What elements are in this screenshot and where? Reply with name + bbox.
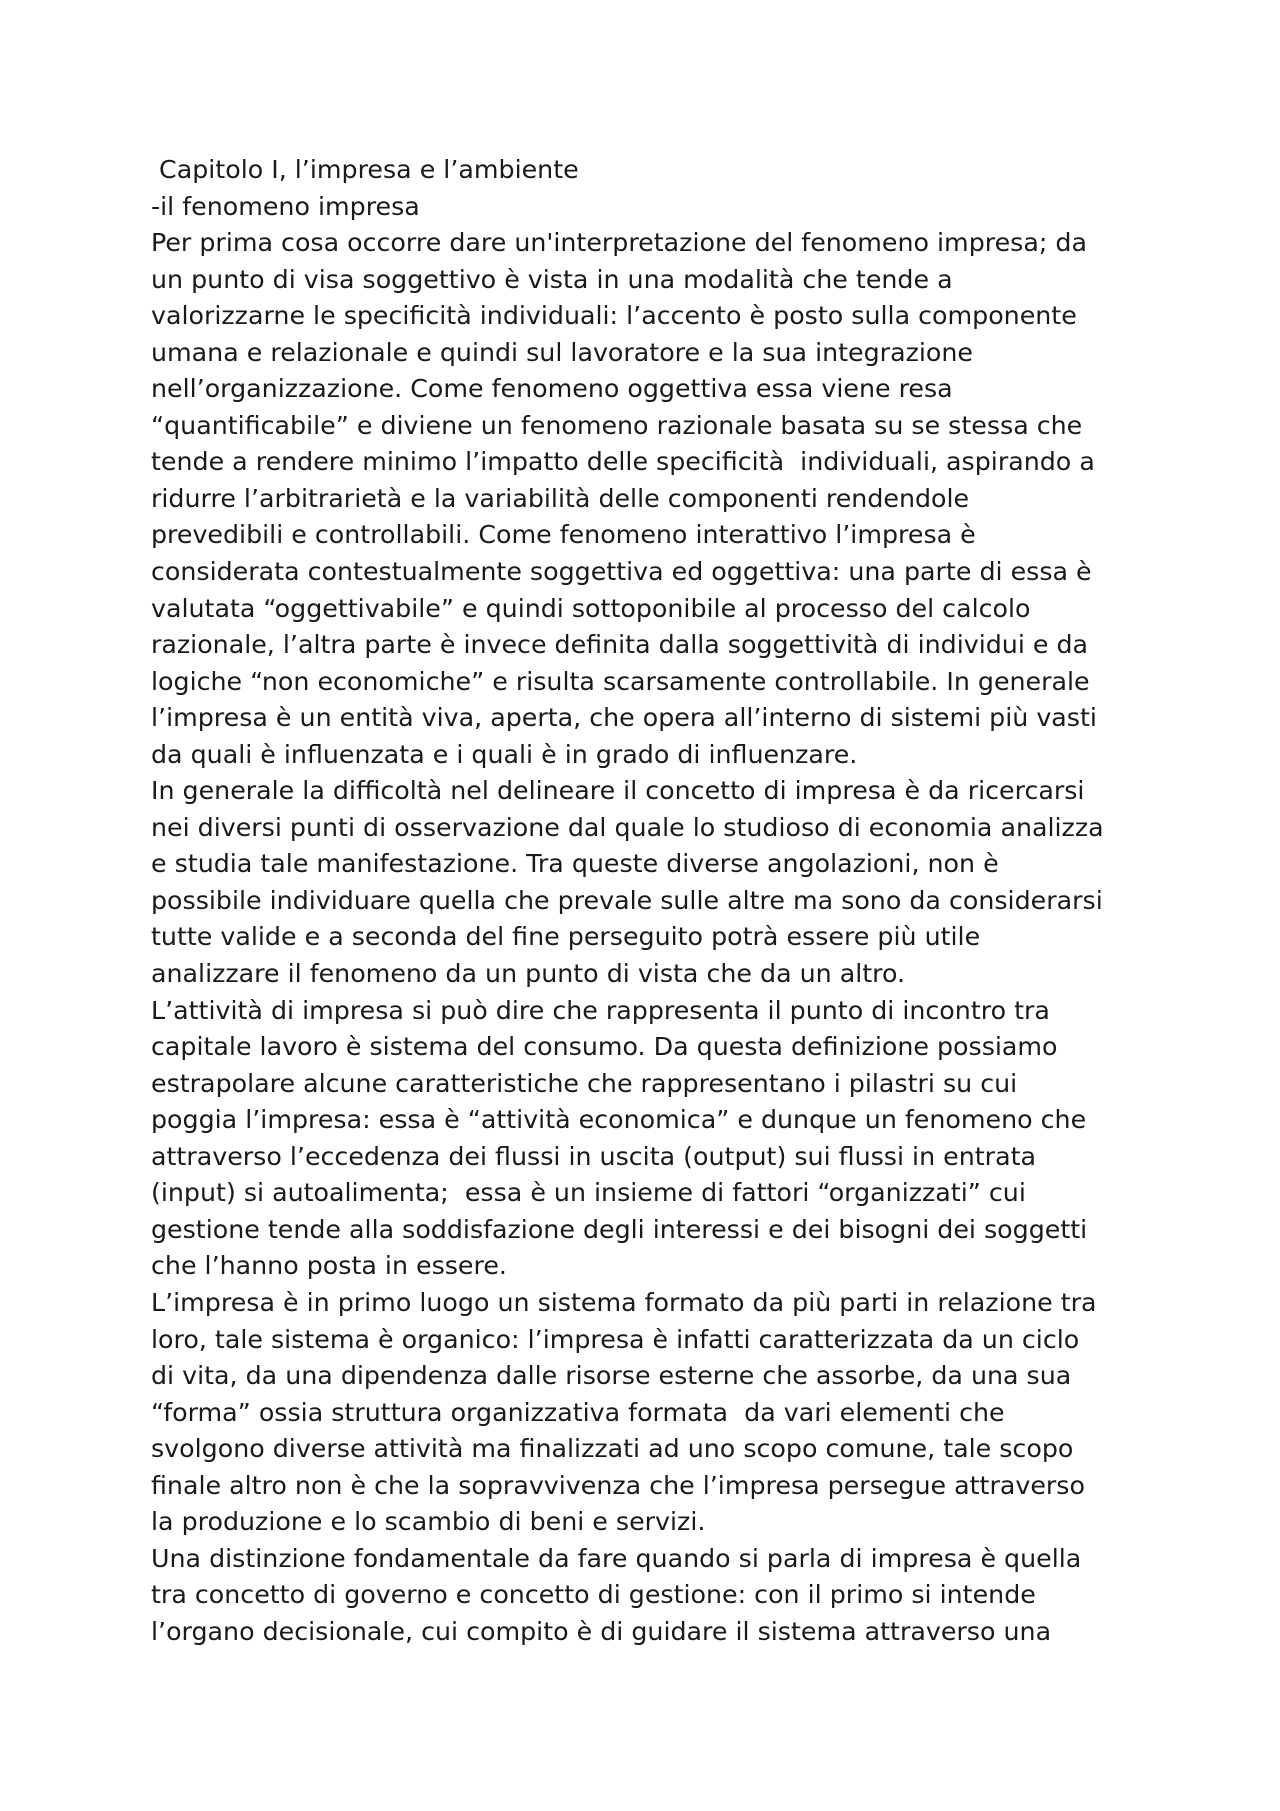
text-line: attraverso l’eccedenza dei flussi in uscita (output) sui flussi in entrata [151, 1141, 1036, 1171]
text-line: umana e relazionale e quindi sul lavoratore e la sua integrazione [151, 337, 973, 367]
document-body [151, 152, 1151, 1650]
text-line: valutata “oggettivabile” e quindi sottoponibile al processo del calcolo [151, 593, 1031, 623]
chapter-title: Capitolo I, l’impresa e l’ambiente [151, 155, 579, 184]
section-heading: -il fenomeno impresa [151, 191, 420, 221]
text-line: di vita, da una dipendenza dalle risorse esterne che assorbe, da una sua [151, 1361, 1072, 1391]
text-line: l’organo decisionale, cui compito è di guidare il sistema attraverso una [151, 1616, 1052, 1646]
text-line: In generale la difficoltà nel delineare il concetto di impresa è da ricercarsi [151, 776, 1085, 806]
text-line: finale altro non è che la sopravvivenza che l’impresa persegue attraverso [151, 1470, 1085, 1500]
text-line: analizzare il fenomeno da un punto di vista che da un altro. [151, 959, 906, 989]
text-line: un punto di visa soggettivo è vista in una modalità che tende a [151, 264, 953, 294]
text-line: poggia l’impresa: essa è “attività economica” e dunque un fenomeno che [151, 1105, 1087, 1135]
text-line: “forma” ossia struttura organizzativa formata da vari elementi che [151, 1397, 1005, 1427]
text-line: tende a rendere minimo l’impatto delle specificità individuali, aspirando a [151, 447, 1095, 477]
text-line: (input) si autoalimenta; essa è un insieme di fattori “organizzati” cui [151, 1178, 1026, 1208]
text-line: “quantificabile” e diviene un fenomeno razionale basata su se stessa che [151, 410, 1083, 440]
text-line: e studia tale manifestazione. Tra queste diverse angolazioni, non è [151, 849, 999, 879]
text-line: prevedibili e controllabili. Come fenomeno interattivo l’impresa è [151, 520, 976, 550]
text-line: estrapolare alcune caratteristiche che rappresentano i pilastri su cui [151, 1068, 1018, 1098]
text-line: possibile individuare quella che prevale sulle altre ma sono da considerarsi [151, 885, 1103, 915]
text-line: ridurre l’arbitrarietà e la variabilità delle componenti rendendole [151, 483, 970, 513]
text-line: nell’organizzazione. Come fenomeno oggettiva essa viene resa [151, 374, 953, 404]
text-line: l’impresa è un entità viva, aperta, che opera all’interno di sistemi più vasti [151, 703, 1097, 733]
text-line: logiche “non economiche” e risulta scarsamente controllabile. In generale [151, 666, 1090, 696]
text-line: svolgono diverse attività ma finalizzati ad uno scopo comune, tale scopo [151, 1434, 1074, 1464]
text-line: gestione tende alla soddisfazione degli interessi e dei bisogni dei soggetti [151, 1214, 1088, 1244]
text-line: L’impresa è in primo luogo un sistema formato da più parti in relazione tra [151, 1287, 1097, 1317]
text-line: considerata contestualmente soggettiva ed oggettiva: una parte di essa è [151, 557, 1092, 587]
text-line: tutte valide e a seconda del fine perseguito potrà essere più utile [151, 922, 981, 952]
text-line: L’attività di impresa si può dire che rappresenta il punto di incontro tra [151, 995, 1050, 1025]
text-line: valorizzarne le specificità individuali: l’accento è posto sulla componente [151, 301, 1077, 331]
text-line: Per prima cosa occorre dare un'interpretazione del fenomeno impresa; da [151, 228, 1087, 258]
text-line: nei diversi punti di osservazione dal quale lo studioso di economia analizza [151, 812, 1104, 842]
text-line: la produzione e lo scambio di beni e servizi. [151, 1507, 706, 1537]
text-line: tra concetto di governo e concetto di gestione: con il primo si intende [151, 1580, 1036, 1610]
text-line: capitale lavoro è sistema del consumo. Da questa definizione possiamo [151, 1032, 1058, 1062]
text-line: che l’hanno posta in essere. [151, 1251, 507, 1281]
text-line: razionale, l’altra parte è invece definita dalla soggettività di individui e da [151, 630, 1089, 660]
text-line: da quali è influenzata e i quali è in grado di influenzare. [151, 739, 858, 769]
text-line: Una distinzione fondamentale da fare quando si parla di impresa è quella [151, 1543, 1082, 1573]
text-line: loro, tale sistema è organico: l’impresa è infatti caratterizzata da un ciclo [151, 1324, 1080, 1354]
